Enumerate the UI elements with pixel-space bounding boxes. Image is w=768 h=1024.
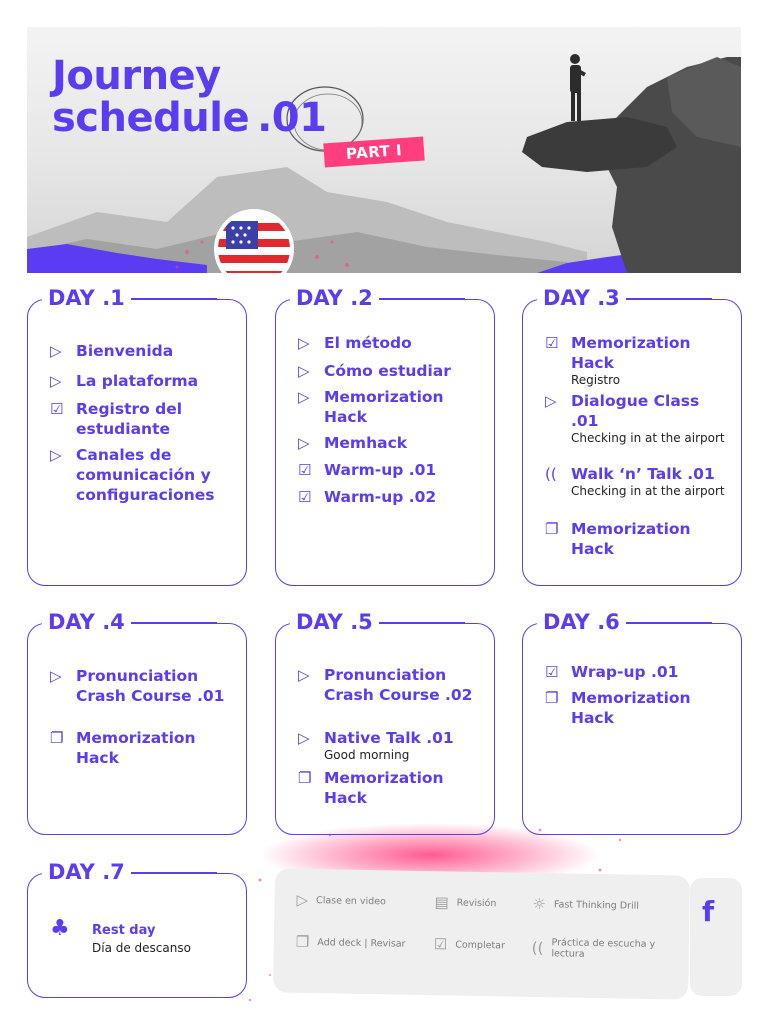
item-title: Memorization Hack: [324, 769, 444, 807]
item-title: Warm-up .01: [324, 461, 437, 479]
checkbox-icon: ☑: [545, 663, 559, 681]
schedule-item: [298, 433, 478, 453]
day-label: DAY .7: [42, 858, 131, 886]
item-title: Memorization Hack: [76, 729, 196, 767]
item-title: Walk ‘n’ Talk .01: [571, 465, 715, 483]
schedule-item: [545, 688, 725, 728]
cards-icon: ❐: [50, 729, 64, 747]
brand-logo: f: [702, 895, 715, 928]
hero-banner: [27, 27, 741, 273]
schedule-item: [545, 391, 725, 446]
item-title: Pronunciation Crash Course .02: [324, 666, 473, 704]
item-title: Native Talk .01: [324, 729, 454, 747]
day-label: DAY .2: [290, 284, 379, 312]
legend-item: ▷ Clase en video: [296, 890, 386, 909]
cards-icon: ❐: [295, 932, 310, 951]
schedule-item: [50, 445, 230, 505]
play-icon: ▷: [298, 434, 310, 452]
item-subtitle: Checking in at the airport: [571, 484, 725, 498]
schedule-item: [50, 341, 230, 361]
item-title: El método: [324, 334, 412, 352]
item-title: Rest day: [92, 923, 156, 938]
checkbox-icon: ☑: [298, 488, 312, 506]
item-title: Warm-up .02: [324, 488, 437, 506]
checkbox-icon: ☑: [545, 334, 559, 352]
schedule-item: [50, 728, 230, 768]
listening-icon: ((: [531, 938, 544, 958]
legend-item: ▤ Revisión: [434, 893, 497, 912]
cards-icon: ❐: [298, 769, 312, 787]
play-icon: ▷: [298, 334, 310, 352]
schedule-item: [298, 728, 478, 763]
schedule-item: [50, 371, 230, 391]
title-line-1: Journey: [52, 53, 221, 99]
schedule-item: [298, 487, 478, 507]
legend-item: ❐ Add deck | Revisar: [295, 932, 406, 951]
day-label: DAY .4: [42, 608, 131, 636]
day-label: DAY .6: [537, 608, 626, 636]
icon-legend: [273, 868, 690, 999]
schedule-item: [298, 333, 478, 353]
item-title: Cómo estudiar: [324, 362, 451, 380]
play-icon: ▷: [50, 446, 62, 464]
item-title: Memorization Hack: [324, 388, 444, 426]
schedule-item: [545, 333, 725, 388]
title-line-2: schedule: [52, 95, 250, 141]
schedule-item: [298, 361, 478, 381]
day-label: DAY .1: [42, 284, 131, 312]
item-title: Registro del estudiante: [76, 400, 183, 438]
page-title: [52, 55, 326, 139]
item-title: Memorization Hack: [571, 520, 691, 558]
item-title: Canales de comunicación y configuraciones: [76, 446, 215, 504]
day-card: [522, 610, 742, 835]
day-card: [522, 286, 742, 586]
legend-item: ☼ Fast Thinking Drill: [532, 894, 640, 914]
day-label: DAY .3: [537, 284, 626, 312]
play-icon: ▷: [50, 667, 62, 685]
schedule-item: [545, 464, 725, 499]
play-icon: ▷: [50, 372, 62, 390]
schedule-item: [50, 399, 230, 439]
checkbox-icon: ☑: [433, 935, 448, 954]
legend-item: ☑ Completar: [433, 935, 506, 954]
checkbox-icon: ☑: [50, 400, 64, 418]
play-icon: ▷: [298, 388, 310, 406]
item-title: Memhack: [324, 434, 408, 452]
schedule-item: [50, 666, 230, 706]
item-subtitle: Registro: [571, 373, 621, 387]
cards-icon: ❐: [545, 689, 559, 707]
item-title: La plataforma: [76, 372, 199, 390]
schedule-item: [298, 460, 478, 480]
document-icon: ▤: [434, 893, 449, 912]
day-label: DAY .5: [290, 608, 379, 636]
item-title: Memorization Hack: [571, 689, 691, 727]
item-title: Dialogue Class .01: [571, 392, 700, 430]
item-title: Wrap-up .01: [571, 663, 679, 681]
schedule-item: [545, 662, 725, 682]
item-subtitle: Checking in at the airport: [571, 431, 725, 445]
schedule-item: [545, 519, 725, 559]
cards-icon: ❐: [545, 520, 559, 538]
item-title: Pronunciation Crash Course .01: [76, 667, 225, 705]
part-badge: PART I: [323, 137, 425, 168]
play-icon: ▷: [50, 342, 62, 360]
day-card: [27, 860, 247, 998]
brand-box: [690, 878, 742, 996]
item-title: Memorization Hack: [571, 334, 691, 372]
schedule-item: [298, 768, 478, 808]
day-card: [275, 610, 495, 835]
schedule-item: [298, 665, 478, 705]
listening-icon: ((: [545, 465, 557, 483]
item-subtitle: Día de descanso: [92, 941, 191, 955]
day-card: [27, 610, 247, 835]
usa-flag-icon: [214, 209, 294, 273]
schedule-item: [50, 916, 230, 956]
play-icon: ▷: [298, 666, 310, 684]
play-icon: ▷: [545, 392, 557, 410]
tree-bench-icon: ♣: [50, 916, 70, 941]
play-icon: ▷: [298, 729, 310, 747]
checkbox-icon: ☑: [298, 461, 312, 479]
day-card: [275, 286, 495, 586]
day-card: [27, 286, 247, 586]
play-icon: ▷: [298, 362, 310, 380]
play-icon: ▷: [296, 890, 309, 909]
legend-item: (( Práctica de escucha y lectura: [531, 937, 656, 960]
schedule-item: [298, 387, 478, 427]
item-title: Bienvenida: [76, 342, 174, 360]
title-number: .01: [257, 95, 327, 141]
lightbulb-icon: ☼: [532, 894, 547, 914]
item-subtitle: Good morning: [324, 748, 410, 762]
